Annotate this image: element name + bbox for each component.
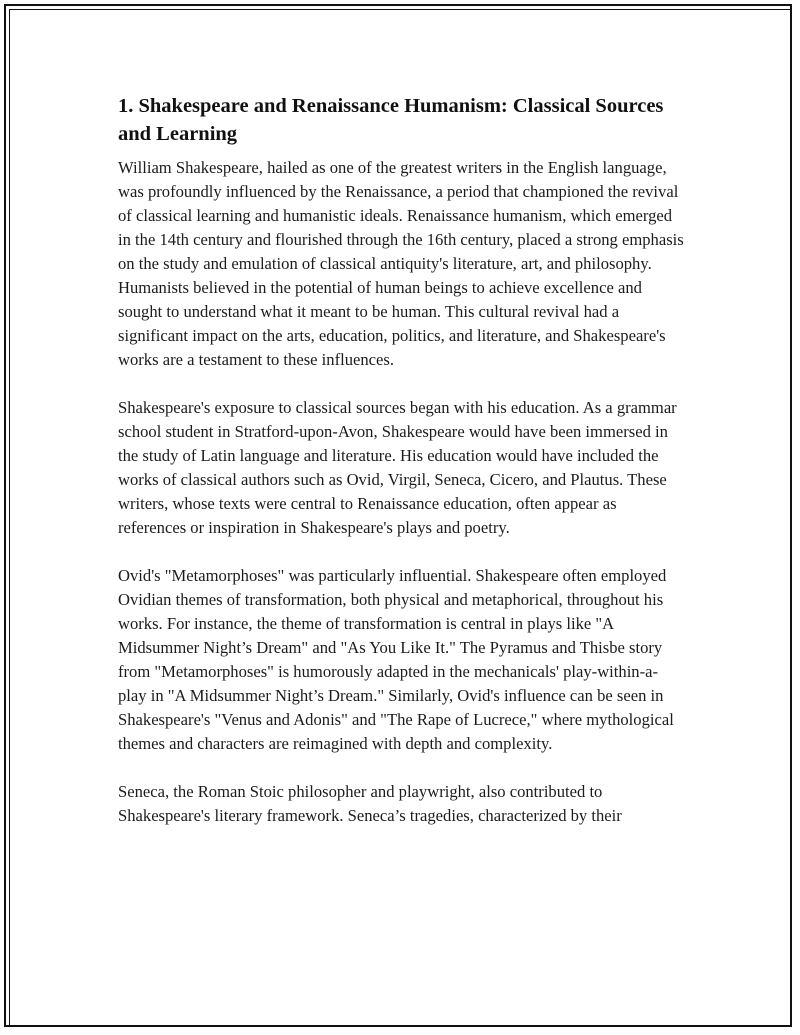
section-heading: 1. Shakespeare and Renaissance Humanism: Classical Sources and Learning bbox=[118, 95, 664, 145]
paragraph-1: William Shakespeare, hailed as one of the greatest writers in the English language, was profoundly influenced by the Renaissance, a period that championed the revival of classical learning and humanistic ideals. Renaissance humanism, which emerged in the 14th century and flourished through the 16th century, placed a strong emphasis on the study and emulation of classical antiquity's literature, art, and philosophy. Humanists believed in the potential of human beings to achieve excellence and sought to understand what it meant to be human. This cultural revival had a significant impact on the arts, education, politics, and literature, and Shakespeare's works are a testament to these influences. bbox=[118, 158, 684, 369]
paragraph-4: Seneca, the Roman Stoic philosopher and playwright, also contributed to Shakespeare's literary framework. Seneca’s tragedies, characterized by their bbox=[118, 782, 622, 825]
document-body bbox=[118, 92, 684, 852]
paragraph-2: Shakespeare's exposure to classical sources began with his education. As a grammar school student in Stratford-upon-Avon, Shakespeare would have been immersed in the study of Latin language and literature. His education would have included the works of classical authors such as Ovid, Virgil, Seneca, Cicero, and Plautus. These writers, whose texts were central to Renaissance education, often appear as references or inspiration in Shakespeare's plays and poetry. bbox=[118, 398, 677, 537]
paragraph-3: Ovid's "Metamorphoses" was particularly influential. Shakespeare often employed Ovidian themes of transformation, both physical and metaphorical, throughout his works. For instance, the theme of transformation is central in plays like "A Midsummer Night’s Dream" and "As You Like It." The Pyramus and Thisbe story from "Metamorphoses" is humorously adapted in the mechanicals' play-within-a-play in "A Midsummer Night’s Dream." Similarly, Ovid's influence can be seen in Shakespeare's "Venus and Adonis" and "The Rape of Lucrece," where mythological themes and characters are reimagined with depth and complexity. bbox=[118, 566, 674, 753]
